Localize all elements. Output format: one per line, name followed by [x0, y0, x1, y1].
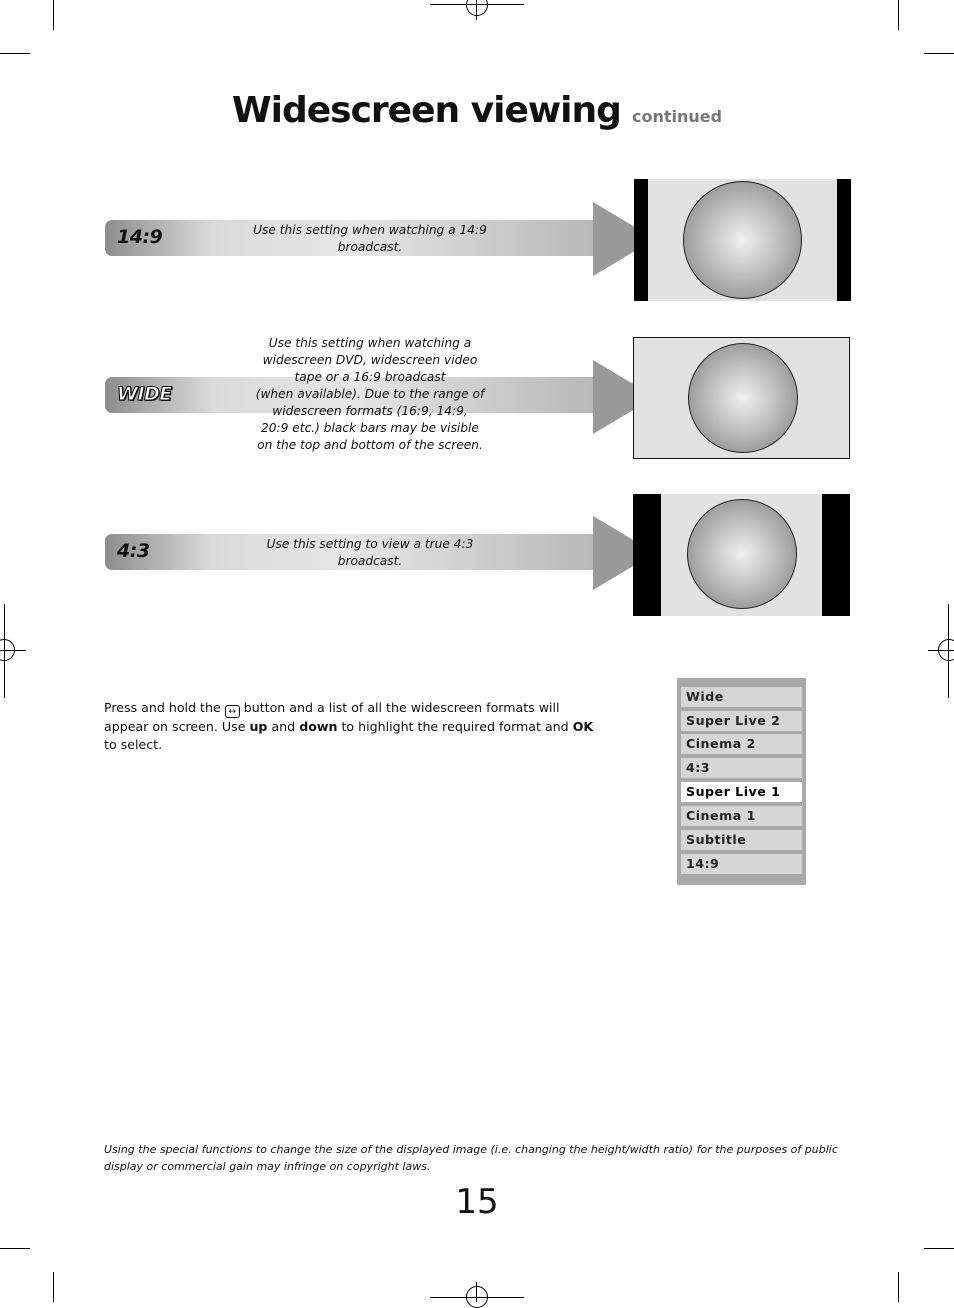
- circle-graphic: [688, 343, 798, 453]
- description-line: Use this setting when watching a: [268, 336, 472, 350]
- title-suffix: continued: [631, 107, 723, 126]
- description-line: widescreen formats (16:9, 14:9,: [272, 404, 468, 418]
- description-line: (when available). Due to the range of: [255, 387, 485, 401]
- menu-item-wide[interactable]: Wide: [681, 687, 802, 707]
- black-bar: [822, 494, 850, 616]
- format-description: [250, 222, 490, 256]
- description-line: Use this setting to view a true 4:3: [266, 537, 474, 551]
- screen-illustration: [633, 337, 850, 459]
- page-title: [0, 90, 954, 131]
- down-key-label: down: [299, 719, 338, 734]
- ok-key-label: OK: [572, 719, 594, 734]
- screen-illustration: [634, 179, 851, 301]
- menu-item-14-9[interactable]: 14:9: [681, 854, 802, 874]
- instruction-text: to highlight the required format and: [341, 719, 569, 734]
- format-description: [250, 335, 490, 454]
- up-key-label: up: [249, 719, 268, 734]
- description-line: broadcast.: [337, 554, 403, 568]
- instruction-text: button and a list of all the widescreen formats will appear on screen. Use: [104, 700, 560, 734]
- circle-graphic: [683, 181, 802, 299]
- black-bar: [837, 179, 851, 301]
- widescreen-format-menu: [677, 678, 806, 885]
- menu-item-4-3[interactable]: 4:3: [681, 758, 802, 778]
- instruction-text: to select.: [104, 736, 163, 752]
- description-line: Use this setting when watching a 14:9: [253, 223, 487, 237]
- format-label: 14:9: [117, 226, 163, 248]
- screen-illustration: [633, 494, 850, 616]
- widescreen-button-icon: ↔: [225, 705, 240, 718]
- description-line: tape or a 16:9 broadcast: [294, 370, 446, 384]
- format-description: [250, 536, 490, 570]
- instruction-text: and: [271, 719, 296, 734]
- format-label: 4:3: [117, 540, 150, 562]
- menu-item-super-live-2[interactable]: Super Live 2: [681, 711, 802, 731]
- description-line: widescreen DVD, widescreen video: [262, 353, 478, 367]
- description-line: broadcast.: [337, 240, 403, 254]
- page-number: 15: [455, 1182, 499, 1222]
- menu-item-cinema-2[interactable]: Cinema 2: [681, 734, 802, 754]
- title-main: Widescreen viewing: [231, 90, 621, 131]
- menu-item-cinema-1[interactable]: Cinema 1: [681, 806, 802, 826]
- black-bar: [633, 494, 661, 616]
- menu-item-super-live-1[interactable]: Super Live 1: [681, 782, 802, 802]
- circle-graphic: [687, 499, 797, 609]
- menu-item-subtitle[interactable]: Subtitle: [681, 830, 802, 850]
- instruction-paragraph: [104, 699, 604, 753]
- copyright-footnote: Using the special functions to change the size of the displayed image (i.e. changing the height/width ratio) for the purposes of public display or commercial gain may infringe on copyright laws.: [104, 1143, 838, 1173]
- black-bar: [634, 179, 648, 301]
- format-label: WIDE: [117, 383, 172, 405]
- description-line: on the top and bottom of the screen.: [257, 438, 483, 452]
- description-line: 20:9 etc.) black bars may be visible: [261, 421, 479, 435]
- instruction-text: Press and hold the: [104, 700, 221, 715]
